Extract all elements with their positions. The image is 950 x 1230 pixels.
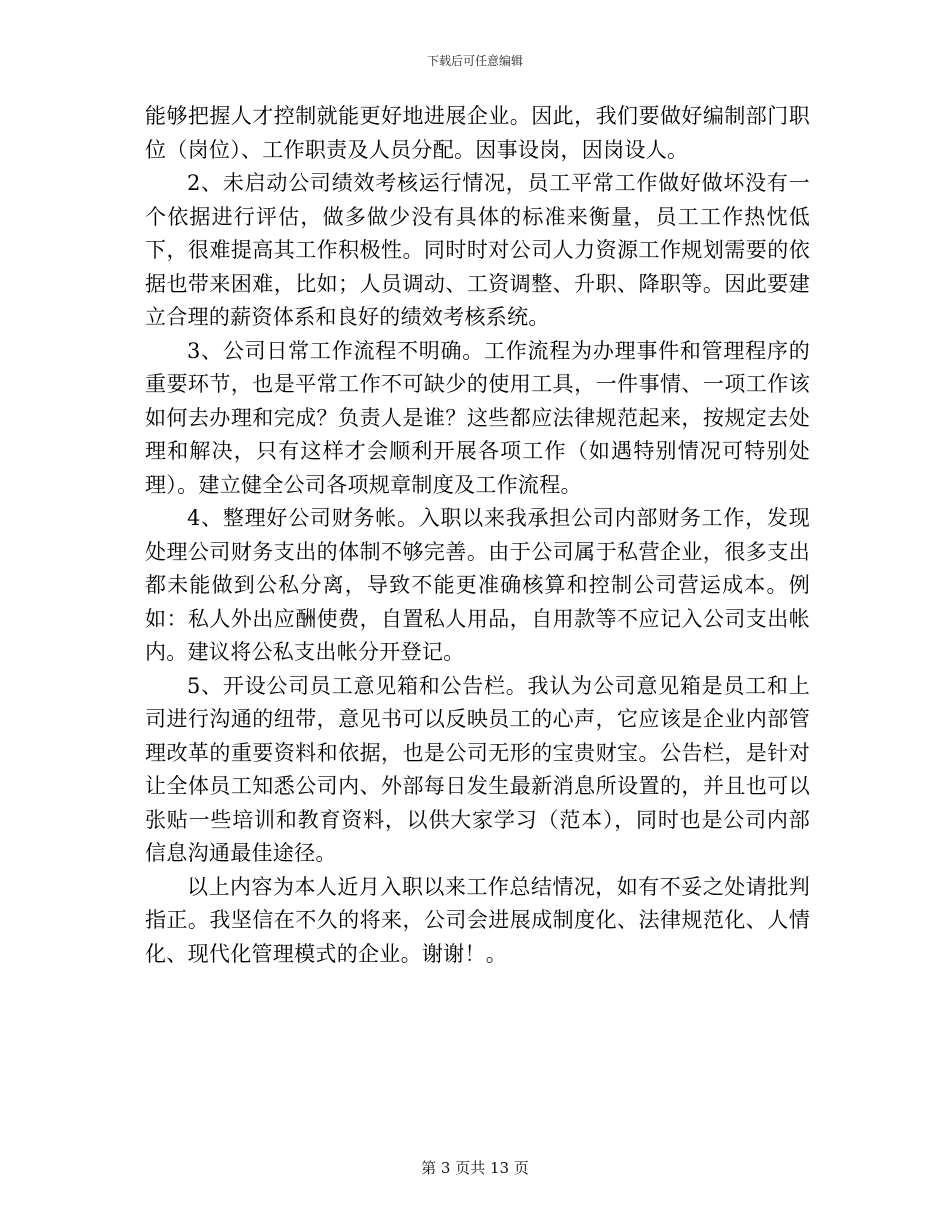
paragraph-3: 3、公司日常工作流程不明确。工作流程为办理事件和管理程序的重要环节，也是平常工作不可缺少的使用工具，一件事情、一项工作该如何去办理和完成？负责人是谁？这些都应法律规范起来，按规定去处理和解决，只有这样才会顺利开展各项工作（如遇特别情况可特别处理）。建立健全公司各项规章制度及工作流程。 [145, 338, 810, 497]
page-footer: 第 3 页共 13 页 [421, 1159, 529, 1177]
paragraph-1: 能够把握人才控制就能更好地进展企业。因此，我们要做好编制部门职位（岗位）、工作职责及人员分配。因事设岗，因岗设人。 [145, 104, 810, 162]
paragraph-6: 以上内容为本人近月入职以来工作总结情况，如有不妥之处请批判指正。我坚信在不久的将来，公司会进展成制度化、法律规范化、人情化、现代化管理模式的企业。谢谢！。 [145, 874, 810, 966]
paragraph-5: 5、开设公司员工意见箱和公告栏。我认为公司意见箱是员工和上司进行沟通的纽带，意见书可以反映员工的心声，它应该是企业内部管理改革的重要资料和依据，也是公司无形的宝贵财宝。公告栏，是针对让全体员工知悉公司内、外部每日发生最新消息所设置的，并且也可以张贴一些培训和教育资料，以供大家学习（范本），同时也是公司内部信息沟通最佳途径。 [145, 673, 810, 865]
page-header: 下载后可任意编辑 [426, 54, 523, 68]
paragraph-4: 4、整理好公司财务帐。入职以来我承担公司内部财务工作，发现处理公司财务支出的体制不够完善。由于公司属于私营企业，很多支出都未能做到公私分离，导致不能更准确核算和控制公司营运成本。例如：私人外出应酬使费，自置私人用品，自用款等不应记入公司支出帐内。建议将公私支出帐分开登记。 [145, 506, 810, 664]
paragraph-2: 2、未启动公司绩效考核运行情况，员工平常工作做好做坏没有一个依据进行评估，做多做少没有具体的标准来衡量，员工工作热忱低下，很难提高其工作积极性。同时时对公司人力资源工作规划需要的依据也带来困难，比如；人员调动、工资调整、升职、降职等。因此要建立合理的薪资体系和良好的绩效考核系统。 [145, 171, 810, 329]
document-body [145, 100, 810, 971]
